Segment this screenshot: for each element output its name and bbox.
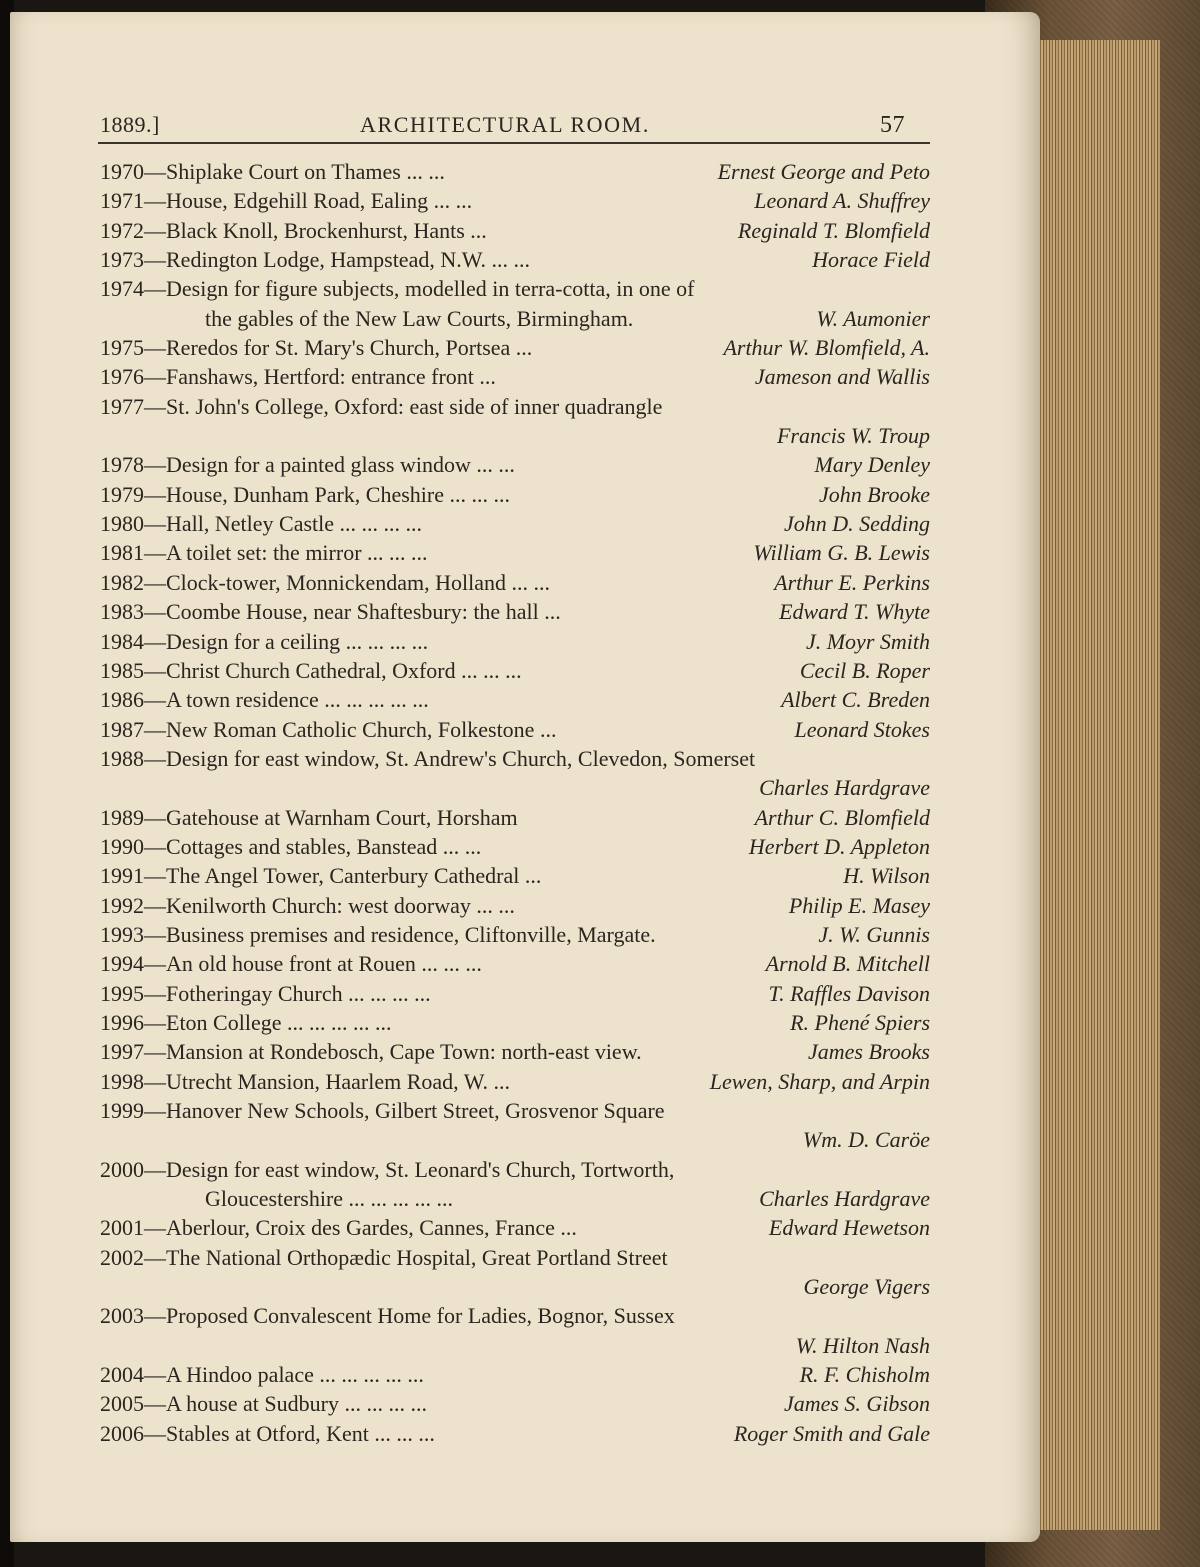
entry-architect: Mary Denley — [814, 452, 930, 478]
entry-architect: Ernest George and Peto — [717, 159, 930, 184]
catalogue-line — [100, 450, 930, 479]
catalogue-line — [100, 773, 930, 802]
entry-title: 1999—Hanover New Schools, Gilbert Street, Grosvenor Square — [100, 1098, 665, 1123]
catalogue-line — [100, 597, 930, 626]
entry-architect: Leonard A. Shuffrey — [754, 188, 930, 214]
catalogue-line — [100, 362, 930, 391]
entry-architect: Albert C. Breden — [781, 687, 930, 713]
entry-title: 2000—Design for east window, St. Leonard's Church, Tortworth, — [100, 1156, 675, 1182]
entry-title: 2005—A house at Sudbury ... ... ... ... — [100, 1391, 427, 1417]
entry-title: 1983—Coombe House, near Shaftesbury: the hall ... — [100, 599, 561, 625]
entry-architect: Edward T. Whyte — [779, 599, 930, 625]
entry-title: 1975—Reredos for St. Mary's Church, Portsea ... — [100, 335, 533, 361]
entry-architect: James Brooks — [808, 1039, 930, 1065]
entry-architect: Edward Hewetson — [768, 1215, 930, 1241]
entry-title: 2003—Proposed Convalescent Home for Ladies, Bognor, Sussex — [100, 1303, 675, 1329]
entry-title: 1989—Gatehouse at Warnham Court, Horsham — [100, 804, 518, 830]
entry-architect: Cecil B. Roper — [799, 657, 930, 683]
entry-title: 1985—Christ Church Cathedral, Oxford ... ... ... — [100, 657, 522, 683]
catalogue-line — [100, 304, 930, 333]
entry-title: 1998—Utrecht Mansion, Haarlem Road, W. ... — [100, 1068, 510, 1094]
entry-architect: Arthur E. Perkins — [774, 569, 930, 595]
catalogue-line — [100, 480, 930, 509]
running-head-title: ARCHITECTURAL ROOM. — [360, 112, 650, 137]
catalogue-line — [100, 1331, 930, 1360]
entry-architect: William G. B. Lewis — [753, 540, 930, 566]
catalogue-line — [100, 891, 930, 920]
catalogue-line — [100, 157, 930, 186]
catalogue-line — [100, 1360, 930, 1389]
entry-title: 1982—Clock-tower, Monnickendam, Holland ... ... — [100, 569, 551, 595]
entry-title: 1981—A toilet set: the mirror ... ... ... — [100, 540, 428, 566]
entry-title: 1980—Hall, Netley Castle ... ... ... ... — [100, 511, 423, 537]
catalogue-entries — [100, 157, 930, 1448]
entry-architect: Arthur C. Blomfield — [754, 804, 930, 830]
entry-title: 2002—The National Orthopædic Hospital, Great Portland Street — [100, 1244, 668, 1270]
entry-architect: Jameson and Wallis — [754, 364, 930, 390]
entry-title: 1984—Design for a ceiling ... ... ... ... — [100, 628, 429, 654]
catalogue-line — [100, 245, 930, 274]
entry-architect: R. F. Chisholm — [799, 1362, 930, 1388]
entry-architect: H. Wilson — [843, 863, 930, 889]
catalogue-line — [100, 1301, 930, 1330]
catalogue-line — [100, 1067, 930, 1096]
catalogue-line — [100, 979, 930, 1008]
catalogue-line — [100, 1419, 930, 1448]
catalogue-line — [100, 685, 930, 714]
entry-title: the gables of the New Law Courts, Birmingham. — [205, 305, 634, 331]
entry-architect: Charles Hardgrave — [759, 1186, 930, 1212]
entry-title: 1990—Cottages and stables, Banstead ... ... — [100, 833, 482, 859]
entry-title: 1974—Design for figure subjects, modelled in terra-cotta, in one of — [100, 276, 695, 302]
entry-architect: Wm. D. Caröe — [802, 1127, 930, 1153]
catalogue-line — [100, 1389, 930, 1418]
entry-architect: Leonard Stokes — [794, 716, 930, 742]
header-rule — [98, 142, 930, 144]
entry-title: 1996—Eton College ... ... ... ... ... — [100, 1009, 392, 1035]
entry-architect: W. Hilton Nash — [795, 1332, 930, 1358]
catalogue-line — [100, 861, 930, 890]
entry-architect: Horace Field — [812, 247, 930, 273]
entry-architect: Arnold B. Mitchell — [765, 951, 930, 977]
entry-title: 1994—An old house front at Rouen ... ... ... — [100, 951, 482, 977]
catalogue-line — [100, 744, 930, 773]
entry-architect: T. Raffles Davison — [768, 980, 930, 1006]
entry-architect: Roger Smith and Gale — [733, 1420, 930, 1446]
entry-architect: Francis W. Troup — [776, 423, 930, 449]
catalogue-line — [100, 920, 930, 949]
page-edges — [1020, 40, 1160, 1530]
entry-title: 1972—Black Knoll, Brockenhurst, Hants ... — [100, 217, 487, 243]
catalogue-line — [100, 1243, 930, 1272]
catalogue-line — [100, 832, 930, 861]
entry-architect: John D. Sedding — [783, 511, 930, 537]
entry-architect: W. Aumonier — [816, 305, 930, 331]
entry-architect: Charles Hardgrave — [759, 775, 930, 801]
catalogue-line — [100, 1096, 930, 1125]
book-page — [10, 12, 1040, 1542]
entry-title: 1992—Kenilworth Church: west doorway ... ... — [100, 892, 515, 918]
catalogue-line — [100, 421, 930, 450]
entry-architect: George Vigers — [803, 1274, 930, 1300]
catalogue-line — [100, 1037, 930, 1066]
catalogue-line — [100, 392, 930, 421]
entry-title: 1995—Fotheringay Church ... ... ... ... — [100, 980, 431, 1006]
entry-architect: John Brooke — [819, 481, 930, 507]
entry-title: 1976—Fanshaws, Hertford: entrance front ... — [100, 364, 496, 390]
entry-title: 1971—House, Edgehill Road, Ealing ... ... — [100, 188, 473, 214]
entry-architect: James S. Gibson — [783, 1391, 930, 1417]
entry-title: 1970—Shiplake Court on Thames ... ... — [100, 159, 445, 184]
catalogue-line — [100, 274, 930, 303]
catalogue-line — [100, 949, 930, 978]
catalogue-line — [100, 1008, 930, 1037]
entry-title: 1991—The Angel Tower, Canterbury Cathedral ... — [100, 863, 542, 889]
entry-title: 2006—Stables at Otford, Kent ... ... ... — [100, 1420, 435, 1446]
catalogue-line — [100, 333, 930, 362]
entry-title: 1986—A town residence ... ... ... ... ... — [100, 687, 429, 713]
entry-architect: Arthur W. Blomfield, A. — [723, 335, 930, 361]
entry-title: 1973—Redington Lodge, Hampstead, N.W. ... ... — [100, 247, 530, 273]
entry-architect: J. Moyr Smith — [805, 628, 930, 654]
entry-architect: R. Phené Spiers — [790, 1009, 930, 1035]
entry-title: Gloucestershire ... ... ... ... ... — [205, 1186, 454, 1212]
entry-architect: Lewen, Sharp, and Arpin — [709, 1068, 930, 1094]
catalogue-line — [100, 1125, 930, 1154]
catalogue-line — [100, 186, 930, 215]
entry-title: 1993—Business premises and residence, Cliftonville, Margate. — [100, 921, 656, 947]
entry-title: 1997—Mansion at Rondebosch, Cape Town: north-east view. — [100, 1039, 642, 1065]
catalogue-line — [100, 1213, 930, 1242]
entry-title: 1977—St. John's College, Oxford: east side of inner quadrangle — [100, 393, 663, 419]
entry-architect: Herbert D. Appleton — [748, 833, 930, 859]
entry-title: 2001—Aberlour, Croix des Gardes, Cannes, France ... — [100, 1215, 577, 1241]
entry-title: 1978—Design for a painted glass window ... ... — [100, 452, 515, 478]
catalogue-line — [100, 656, 930, 685]
catalogue-line — [100, 715, 930, 744]
catalogue-line — [100, 627, 930, 656]
entry-title: 1979—House, Dunham Park, Cheshire ... ... ... — [100, 481, 511, 507]
catalogue-line — [100, 568, 930, 597]
catalogue-line — [100, 803, 930, 832]
catalogue-line — [100, 1272, 930, 1301]
entry-title: 1987—New Roman Catholic Church, Folkestone ... — [100, 716, 557, 742]
page-number: 57 — [880, 112, 905, 138]
catalogue-line — [100, 509, 930, 538]
running-head-year: 1889.] — [100, 112, 160, 137]
entry-architect: Philip E. Masey — [788, 892, 930, 918]
catalogue-line — [100, 538, 930, 567]
catalogue-line — [100, 1155, 930, 1184]
catalogue-line — [100, 1184, 930, 1213]
catalogue-line — [100, 216, 930, 245]
entry-title: 2004—A Hindoo palace ... ... ... ... ... — [100, 1362, 424, 1388]
entry-title: 1988—Design for east window, St. Andrew's Church, Clevedon, Somerset — [100, 745, 756, 771]
entry-architect: J. W. Gunnis — [818, 921, 930, 947]
entry-architect: Reginald T. Blomfield — [737, 217, 930, 243]
